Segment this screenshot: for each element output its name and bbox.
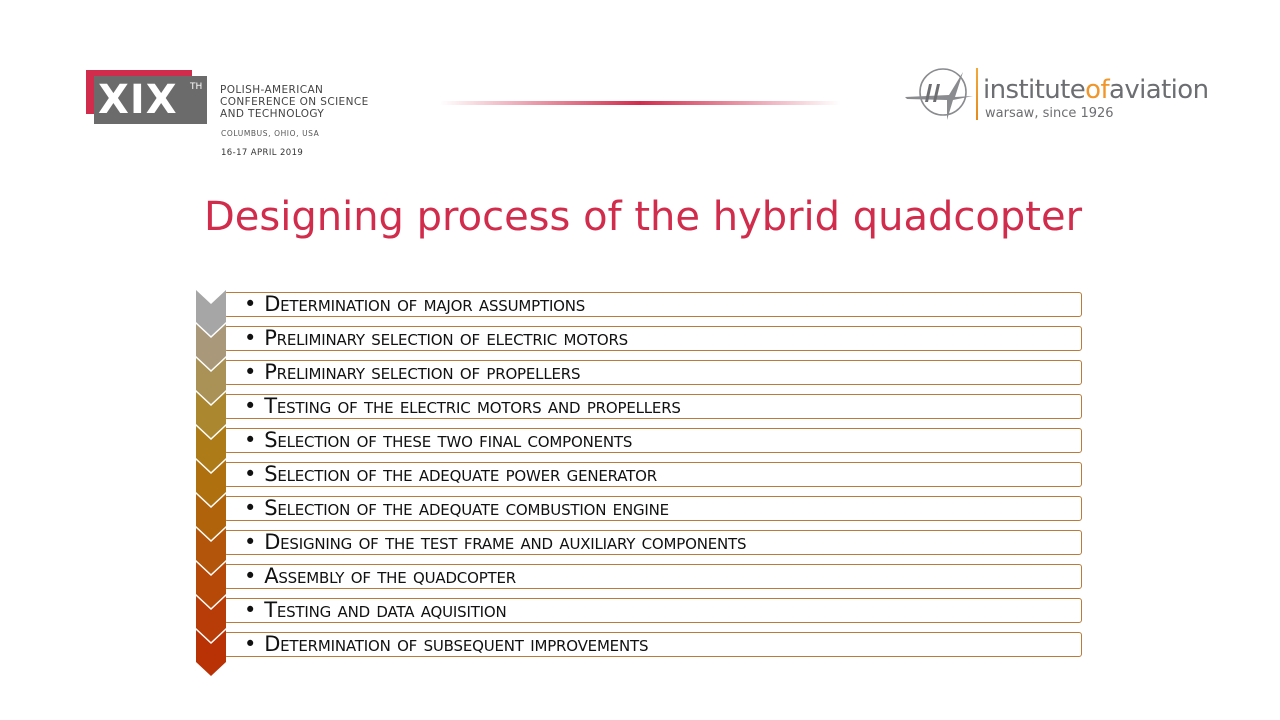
- institute-name-part: institute: [983, 75, 1086, 105]
- process-step-label: Determination of subsequent improvements: [264, 632, 649, 656]
- header-divider: [440, 101, 840, 105]
- conference-name-line: POLISH-AMERICAN: [220, 84, 324, 96]
- aviation-emblem-icon: [903, 64, 975, 124]
- process-step-text: [244, 630, 648, 658]
- bullet-icon: •: [244, 394, 257, 418]
- process-step-label: Preliminary selection of electric motors: [264, 326, 628, 350]
- process-step: [196, 358, 1088, 386]
- process-step-text: [244, 324, 628, 352]
- process-step-text: [244, 460, 657, 488]
- slide-title: Designing process of the hybrid quadcopter: [203, 194, 1083, 240]
- conference-name: [220, 84, 369, 120]
- conference-numeral: XIX: [98, 77, 178, 123]
- process-step: [196, 324, 1088, 352]
- institute-subtitle: warsaw, since 1926: [985, 106, 1114, 121]
- institute-name: [983, 75, 1209, 105]
- process-step-text: [244, 596, 507, 624]
- process-step-label: Testing of the electric motors and propellers: [264, 394, 681, 418]
- process-step: [196, 596, 1088, 624]
- bullet-icon: •: [244, 530, 257, 554]
- process-step-text: [244, 528, 746, 556]
- conference-superscript: TH: [190, 82, 203, 92]
- process-step: [196, 494, 1088, 522]
- process-step-label: Testing and data aquisition: [264, 598, 507, 622]
- bullet-icon: •: [244, 598, 257, 622]
- institute-name-accent: of: [1085, 75, 1110, 105]
- chevron-down-icon: [196, 290, 226, 338]
- process-step: [196, 460, 1088, 488]
- bullet-icon: •: [244, 326, 257, 350]
- process-step: [196, 528, 1088, 556]
- process-step-label: Selection of these two final components: [264, 428, 633, 452]
- process-step-label: Preliminary selection of propellers: [264, 360, 581, 384]
- process-step: [196, 426, 1088, 454]
- process-step-text: [244, 562, 516, 590]
- bullet-icon: •: [244, 360, 257, 384]
- process-step-text: [244, 426, 632, 454]
- process-step: [196, 392, 1088, 420]
- process-step: [196, 630, 1088, 658]
- process-step-label: Designing of the test frame and auxiliary components: [264, 530, 747, 554]
- process-step-label: Selection of the adequate combustion engine: [264, 496, 669, 520]
- conference-name-line: AND TECHNOLOGY: [220, 108, 325, 120]
- process-step-label: Assembly of the quadcopter: [264, 564, 516, 588]
- conference-name-line: CONFERENCE ON SCIENCE: [220, 96, 369, 108]
- conference-place: COLUMBUS, OHIO, USA: [221, 129, 320, 138]
- process-step-text: [244, 290, 585, 318]
- process-list: [196, 290, 1088, 672]
- conference-logo: [86, 70, 208, 125]
- process-step-text: [244, 494, 669, 522]
- institute-divider: [976, 68, 978, 120]
- bullet-icon: •: [244, 496, 257, 520]
- bullet-icon: •: [244, 462, 257, 486]
- process-step-label: Determination of major assumptions: [264, 292, 586, 316]
- bullet-icon: •: [244, 292, 257, 316]
- process-step-text: [244, 392, 681, 420]
- process-step: [196, 562, 1088, 590]
- process-step-label: Selection of the adequate power generator: [264, 462, 657, 486]
- bullet-icon: •: [244, 564, 257, 588]
- process-step-text: [244, 358, 580, 386]
- conference-date: 16-17 APRIL 2019: [221, 148, 304, 158]
- bullet-icon: •: [244, 428, 257, 452]
- bullet-icon: •: [244, 632, 257, 656]
- process-step: [196, 290, 1088, 318]
- institute-name-part: aviation: [1109, 75, 1209, 105]
